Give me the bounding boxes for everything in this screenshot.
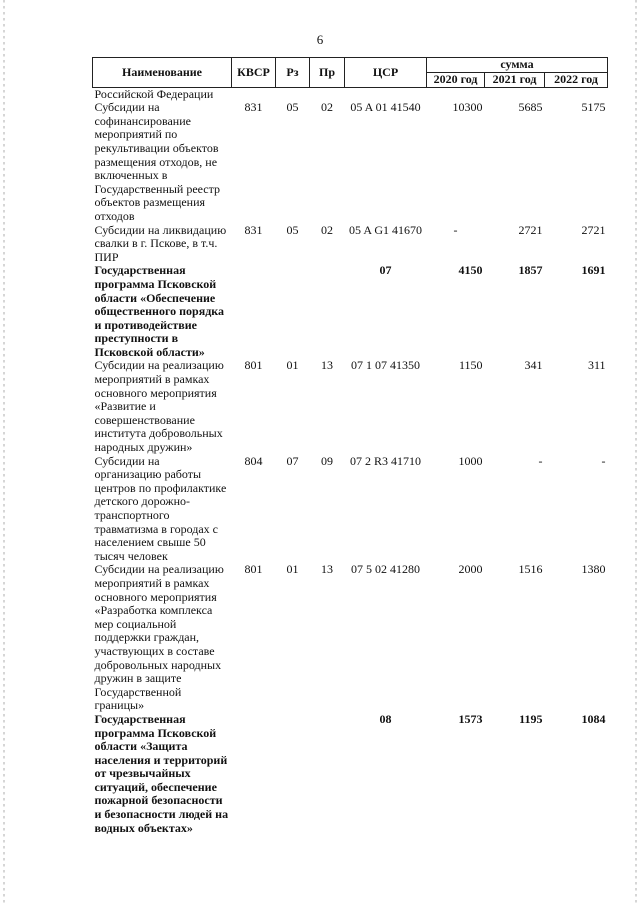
col-header-kvsr: КВСР (232, 58, 276, 88)
cell-pr (310, 713, 345, 835)
col-header-csr: ЦСР (345, 58, 427, 88)
cell-kvsr: 801 (244, 562, 263, 577)
cell-pr: 02 (321, 222, 333, 237)
cell-2021: 2721 (518, 222, 543, 237)
budget-table (92, 57, 608, 835)
cell-csr: 05 A 01 41540 (350, 100, 421, 115)
cell-rz (276, 87, 310, 101)
cell-rz (276, 713, 310, 835)
table-body (93, 87, 608, 835)
cell-pr: 13 (321, 358, 333, 373)
cell-name: Субсидии на софинансирование мероприятий по рекультивации объектов размещения отходов, не включенных в Государственный реестр объектов размещения отходов (94, 100, 221, 223)
cell-pr: 02 (321, 100, 333, 115)
table-header (93, 58, 608, 88)
cell-kvsr: 831 (244, 222, 263, 237)
cell-rz: 05 (286, 100, 299, 115)
cell-kvsr (232, 264, 276, 359)
cell-2021: 341 (524, 358, 543, 373)
table-row (93, 224, 608, 265)
cell-name: Государственная программа Псковской области «Обеспечение общественного порядка и противодействие преступности в Псковской области» (94, 263, 224, 359)
cell-2021 (485, 87, 545, 101)
page-number: 6 (316, 32, 324, 47)
cell-rz: 07 (286, 453, 299, 468)
scan-edge-left (3, 0, 5, 905)
col-header-name: Наименование (93, 58, 232, 88)
table-row (93, 713, 608, 835)
cell-pr: 09 (321, 453, 333, 468)
table-row (93, 359, 608, 454)
cell-2022: 311 (587, 358, 606, 373)
cell-2020: 1150 (458, 358, 483, 373)
cell-kvsr (232, 87, 276, 101)
cell-name: Субсидии на ликвидацию свалки в г. Пскове, в т.ч. ПИР (94, 222, 227, 264)
table-row (93, 87, 608, 101)
cell-2022: 5175 (581, 100, 606, 115)
cell-2021: 5685 (518, 100, 543, 115)
cell-pr (310, 87, 345, 101)
cell-csr: 08 (379, 711, 392, 726)
cell-csr: 07 (379, 263, 392, 278)
col-header-2022: 2022 год (545, 72, 608, 87)
cell-2020: 1000 (458, 453, 483, 468)
cell-2022: 1380 (581, 562, 606, 577)
col-header-2020: 2020 год (427, 72, 485, 87)
cell-kvsr: 804 (244, 453, 263, 468)
cell-csr: 07 2 R3 41710 (349, 453, 421, 468)
cell-csr: 07 1 07 41350 (351, 358, 420, 373)
cell-kvsr (232, 713, 276, 835)
cell-name: Государственная программа Псковской области «Защита населения и территорий от чрезвычайных ситуаций, обеспечение пожарной безопасности и безопасности людей на водных объектах» (94, 711, 229, 835)
cell-2020: 2000 (458, 562, 483, 577)
cell-pr (310, 264, 345, 359)
cell-2021: 1516 (518, 562, 543, 577)
cell-2022: 2721 (581, 222, 606, 237)
cell-2021: 1857 (518, 263, 543, 278)
cell-name: Российской Федерации (94, 86, 214, 101)
cell-2020: - (453, 222, 458, 237)
cell-name: Субсидии на реализацию мероприятий в рамках основного мероприятия «Разработка комплекса мер социальной поддержки граждан, участвующих в составе добровольных народных дружин в защите Государственной границы» (94, 562, 224, 713)
col-header-2021: 2021 год (485, 72, 545, 87)
cell-name: Субсидии на организацию работы центров по профилактике детского дорожно-транспортного травматизма в городах с населением свыше 50 тысяч человек (94, 453, 227, 563)
cell-2020: 1573 (458, 711, 483, 726)
table-row (93, 563, 608, 713)
cell-2020 (427, 87, 485, 101)
scan-edge-right (635, 0, 637, 905)
table-row (93, 264, 608, 359)
table-row (93, 101, 608, 223)
cell-rz: 01 (286, 562, 299, 577)
col-header-sum: сумма (427, 58, 608, 73)
cell-2021: - (538, 453, 543, 468)
cell-kvsr: 831 (244, 100, 263, 115)
cell-name: Субсидии на реализацию мероприятий в рамках основного мероприятия «Развитие и совершенствование института добровольных народных дружин» (94, 358, 224, 455)
cell-rz: 05 (286, 222, 299, 237)
col-header-pr: Пр (310, 58, 345, 88)
cell-2020: 4150 (458, 263, 483, 278)
cell-2022: 1691 (581, 263, 606, 278)
cell-2020: 10300 (452, 100, 483, 115)
cell-csr (345, 87, 427, 101)
cell-2022: 1084 (581, 711, 606, 726)
cell-kvsr: 801 (244, 358, 263, 373)
cell-csr: 05 A G1 41670 (348, 222, 422, 237)
col-header-rz: Рз (276, 58, 310, 88)
cell-2021: 1195 (519, 711, 543, 726)
cell-rz: 01 (286, 358, 299, 373)
cell-csr: 07 5 02 41280 (351, 562, 420, 577)
cell-rz (276, 264, 310, 359)
table-row (93, 455, 608, 564)
cell-pr: 13 (321, 562, 333, 577)
cell-2022: - (601, 453, 606, 468)
cell-2022 (545, 87, 608, 101)
